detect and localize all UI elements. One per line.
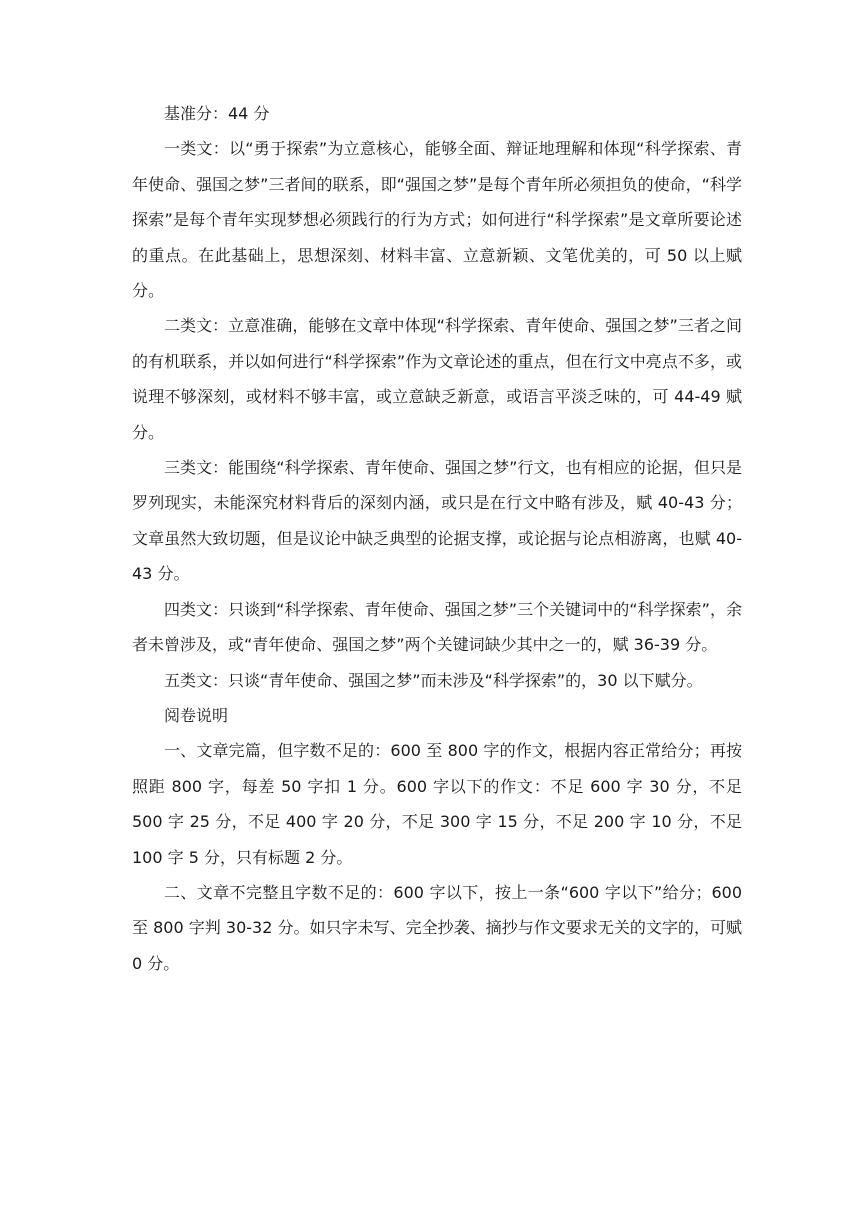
- base-score-paragraph: 基准分：44 分: [164, 104, 270, 123]
- class-five-paragraph: 五类文：只谈“青年使命、强国之梦”而未涉及“科学探索”的，30 以下赋分。: [164, 670, 703, 690]
- note-one-paragraph: 一、文章完篇，但字数不足的：600 至 800 字的作文，根据内容正常给分；再按照距 800 字，每差 50 字扣 1 分。600 字以下的作文：不足 600 字 30 分，不足 500 字 25 分，不足 400 字 20 分，不足 300 字 15 分，不足 200 字 10 分，不足 100 字 5 分，只有标题 2 分。: [132, 741, 742, 867]
- class-four-paragraph: 四类文：只谈到“科学探索、青年使命、强国之梦”三个关键词中的“科学探索”，余者未曾涉及，或“青年使命、强国之梦”两个关键词缺少其中之一的，赋 36-39 分。: [132, 599, 742, 655]
- note-two-paragraph: 二、文章不完整且字数不足的：600 字以下，按上一条“600 字以下”给分；600 至 800 字判 30-32 分。如只字未写、完全抄袭、摘抄与作文要求无关的文字的，可赋 0 分。: [132, 882, 742, 973]
- class-one-paragraph: 一类文：以“勇于探索”为立意核心，能够全面、辩证地理解和体现“科学探索、青年使命、强国之梦”三者间的联系，即“强国之梦”是每个青年所必须担负的使命，“科学探索”是每个青年实现梦想必须践行的行为方式；如何进行“科学探索”是文章所要论述的重点。在此基础上，思想深刻、材料丰富、立意新颖、文笔优美的，可 50 以上赋分。: [132, 139, 742, 301]
- document-body: [132, 96, 742, 981]
- class-two-paragraph: 二类文：立意准确，能够在文章中体现“科学探索、青年使命、强国之梦”三者之间的有机联系，并以如何进行“科学探索”作为文章论述的重点，但在行文中亮点不多，或说理不够深刻，或材料不够丰富，或立意缺乏新意，或语言平淡乏味的，可 44-49 赋分。: [132, 316, 742, 442]
- grading-notes-heading: 阅卷说明: [164, 705, 229, 725]
- class-three-paragraph: 三类文：能围绕“科学探索、青年使命、强国之梦”行文，也有相应的论据，但只是罗列现实，未能深究材料背后的深刻内涵，或只是在行文中略有涉及，赋 40-43 分；文章虽然大致切题，但是议论中缺乏典型的论据支撑，或论据与论点相游离，也赋 40-43 分。: [132, 458, 742, 584]
